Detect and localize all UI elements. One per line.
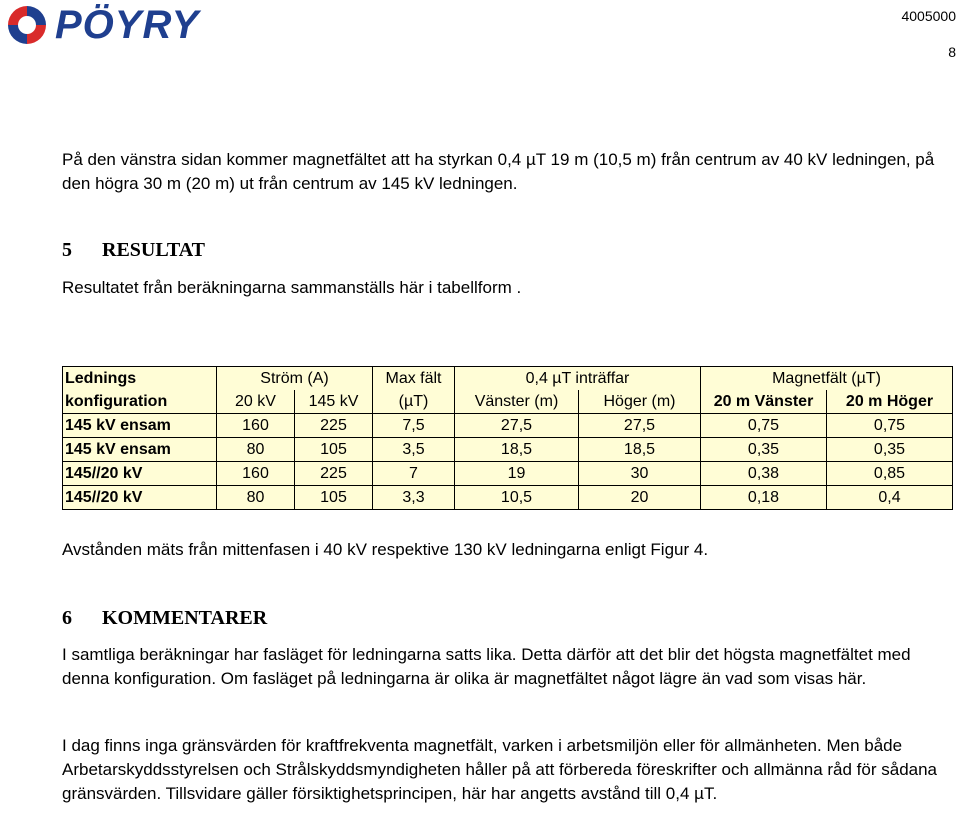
row-current-20kv: 160 <box>217 462 295 486</box>
header-config-line2: konfiguration <box>63 390 217 414</box>
row-mag-left: 0,38 <box>701 462 827 486</box>
row-mag-right: 0,85 <box>827 462 953 486</box>
row-mag-left: 0,18 <box>701 486 827 510</box>
row-left: 18,5 <box>455 438 579 462</box>
row-right: 27,5 <box>579 414 701 438</box>
row-maxfield: 7 <box>373 462 455 486</box>
row-config: 145//20 kV <box>63 486 217 510</box>
row-current-145kv: 225 <box>295 414 373 438</box>
document-number: 4005000 <box>901 8 956 24</box>
table-row <box>63 438 953 462</box>
header-maxfield-line1: Max fält <box>373 367 455 391</box>
row-mag-left: 0,75 <box>701 414 827 438</box>
header-mag-left: 20 m Vänster <box>701 390 827 414</box>
table-row <box>63 486 953 510</box>
row-mag-right: 0,4 <box>827 486 953 510</box>
table-header-row-2 <box>63 390 953 414</box>
section-title: RESULTAT <box>102 239 206 261</box>
results-intro-paragraph: Resultatet från beräkningarna sammanställs här i tabellform . <box>62 278 522 297</box>
row-maxfield: 7,5 <box>373 414 455 438</box>
row-config: 145//20 kV <box>63 462 217 486</box>
row-right: 30 <box>579 462 701 486</box>
header-current: Ström (A) <box>217 367 373 391</box>
row-right: 18,5 <box>579 438 701 462</box>
row-current-145kv: 105 <box>295 486 373 510</box>
row-config: 145 kV ensam <box>63 438 217 462</box>
row-config: 145 kV ensam <box>63 414 217 438</box>
row-left: 10,5 <box>455 486 579 510</box>
poyry-swirl-icon <box>5 3 49 47</box>
header-mag-right: 20 m Höger <box>827 390 953 414</box>
section-number: 5 <box>62 239 72 261</box>
row-current-20kv: 160 <box>217 414 295 438</box>
section-title: KOMMENTARER <box>102 607 268 629</box>
section-number: 6 <box>62 607 72 629</box>
row-current-145kv: 105 <box>295 438 373 462</box>
intro-paragraph: På den vänstra sidan kommer magnetfältet att ha styrkan 0,4 µT 19 m (10,5 m) från centrum av 40 kV ledningen, på den högra 30 m (20 m) ut från centrum av 145 kV ledningen. <box>62 150 935 193</box>
page-number: 8 <box>948 44 956 60</box>
row-mag-right: 0,35 <box>827 438 953 462</box>
row-left: 19 <box>455 462 579 486</box>
distance-note: Avstånden mäts från mittenfasen i 40 kV respektive 130 kV ledningarna enligt Figur 4. <box>62 540 709 559</box>
header-config-line1: Lednings <box>63 367 217 391</box>
company-logo <box>5 3 199 47</box>
row-mag-left: 0,35 <box>701 438 827 462</box>
comments-paragraph-1: I samtliga beräkningar har fasläget för ledningarna satts lika. Detta därför att det blir det högsta magnetfältet med denna konfiguration. Om fasläget på ledningarna är olika är magnetfältet något lägre än vad som visas här. <box>62 645 911 688</box>
header-current-145kv: 145 kV <box>295 390 373 414</box>
comments-paragraph-2: I dag finns inga gränsvärden för kraftfrekventa magnetfält, varken i arbetsmiljön eller för allmänheten. Men både Arbetarskyddsstyrelsen och Strålskyddsmyndigheten håller på att förbereda föreskrifter och allmänna råd för sådana gränsvärden. Tillsvidare gäller försiktighetsprincipen, här har angetts avstånd till 0,4 µT. <box>62 736 938 803</box>
header-left: Vänster (m) <box>455 390 579 414</box>
table-header-row-1 <box>63 367 953 391</box>
row-maxfield: 3,3 <box>373 486 455 510</box>
section-heading-comments <box>62 607 267 630</box>
logo-wordmark: PÖYRY <box>55 3 200 47</box>
row-left: 27,5 <box>455 414 579 438</box>
row-maxfield: 3,5 <box>373 438 455 462</box>
header-occurs: 0,4 µT inträffar <box>455 367 701 391</box>
results-table <box>62 366 953 510</box>
row-current-145kv: 225 <box>295 462 373 486</box>
header-maxfield-line2: (µT) <box>373 390 455 414</box>
table-row <box>63 414 953 438</box>
row-mag-right: 0,75 <box>827 414 953 438</box>
row-right: 20 <box>579 486 701 510</box>
header-current-20kv: 20 kV <box>217 390 295 414</box>
table-row <box>63 462 953 486</box>
header-magfield: Magnetfält (µT) <box>701 367 953 391</box>
row-current-20kv: 80 <box>217 438 295 462</box>
section-heading-results <box>62 239 205 262</box>
row-current-20kv: 80 <box>217 486 295 510</box>
header-right: Höger (m) <box>579 390 701 414</box>
